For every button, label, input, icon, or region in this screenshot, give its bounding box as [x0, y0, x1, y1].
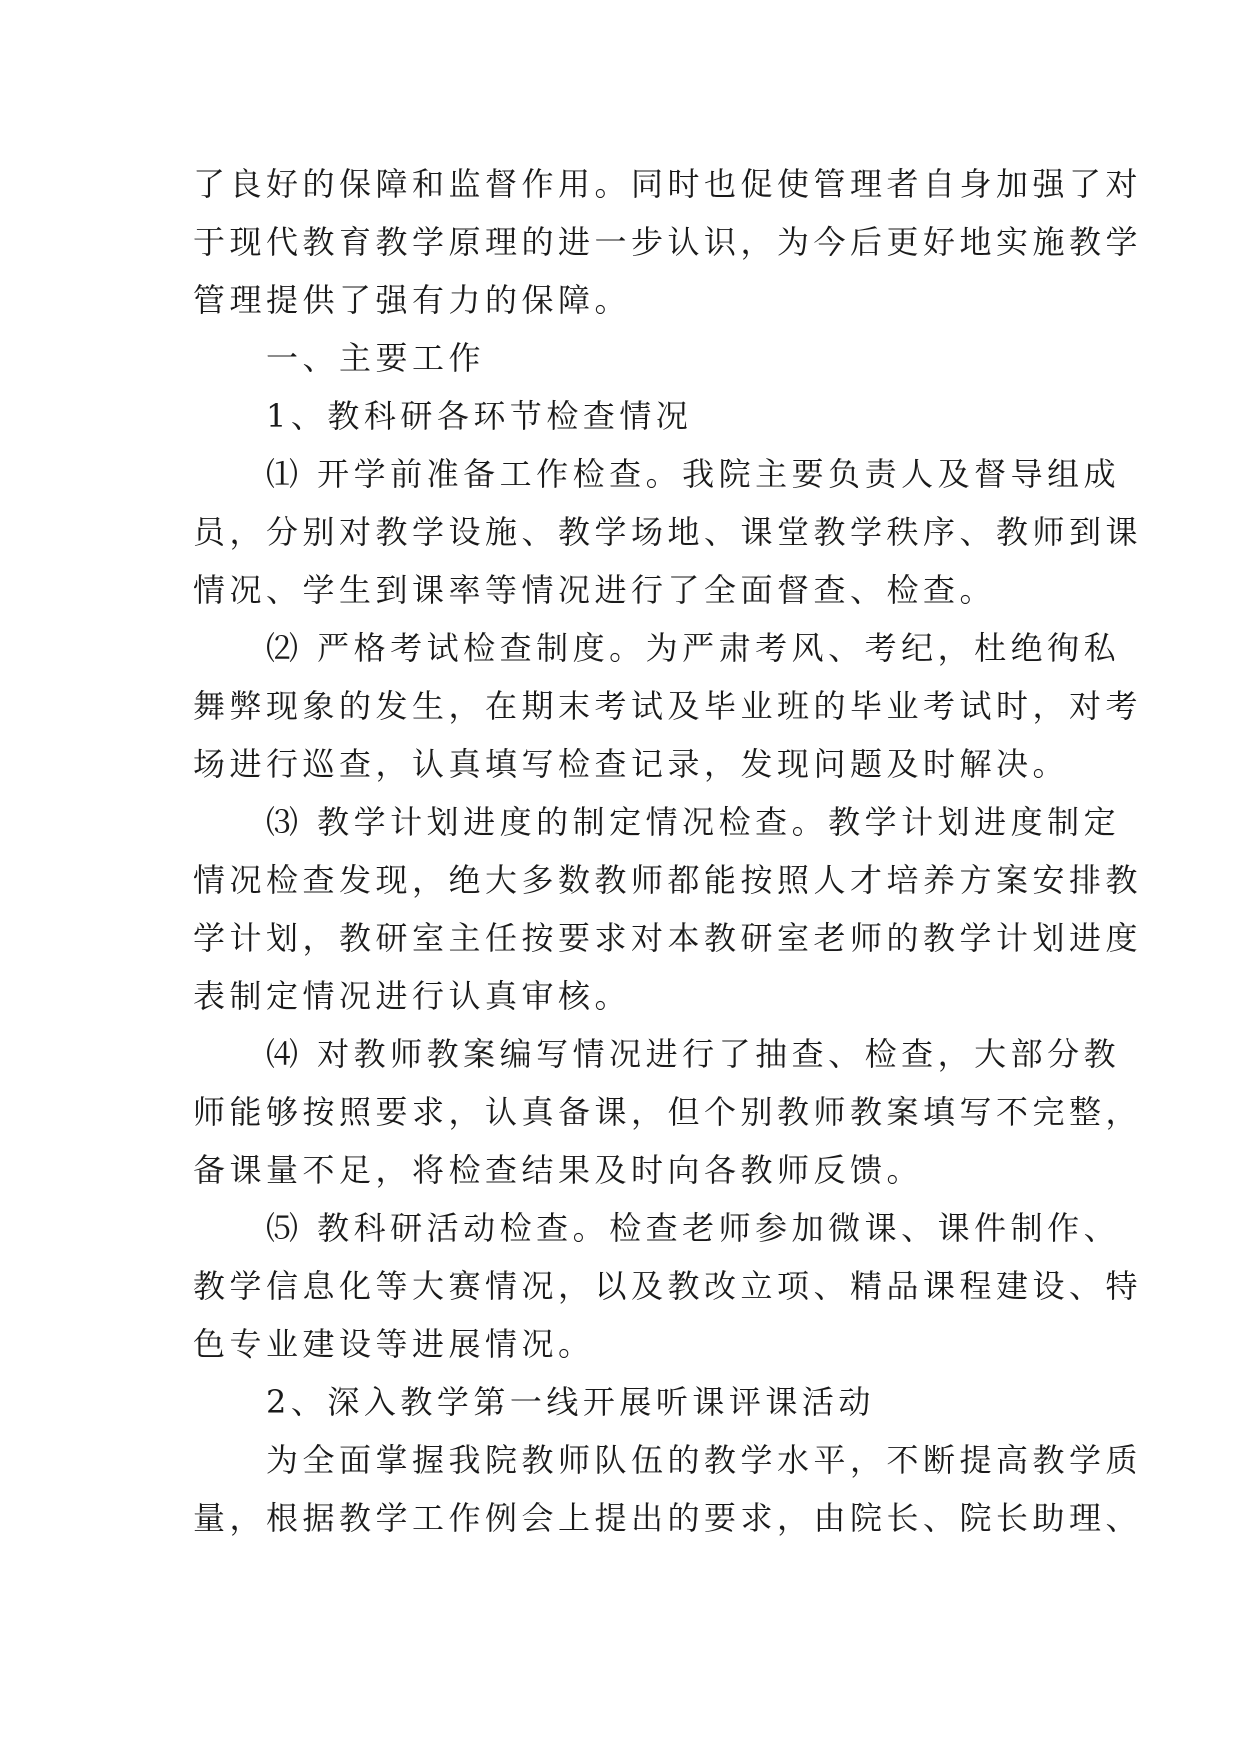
- text-line: 色专业建设等进展情况。: [193, 1325, 595, 1363]
- text-line: 备课量不足，将检查结果及时向各教师反馈。: [193, 1151, 924, 1189]
- subsection-heading: 2、深入教学第一线开展听课评课活动: [193, 1383, 875, 1421]
- text-line: 教学信息化等大赛情况，以及教改立项、精品课程建设、特: [193, 1267, 1143, 1305]
- text-line: ⑴ 开学前准备工作检查。我院主要负责人及督导组成: [193, 455, 1121, 493]
- text-line: 师能够按照要求，认真备课，但个别教师教案填写不完整，: [193, 1093, 1143, 1131]
- text-line: 量，根据教学工作例会上提出的要求，由院长、院长助理、: [193, 1499, 1143, 1537]
- section-heading: 一、主要工作: [193, 339, 486, 377]
- text-line: ⑷ 对教师教案编写情况进行了抽查、检查，大部分教: [193, 1035, 1121, 1073]
- text-line: 情况、学生到课率等情况进行了全面督查、检查。: [193, 571, 997, 609]
- text-line: 了良好的保障和监督作用。同时也促使管理者自身加强了对: [193, 165, 1143, 203]
- text-line: 于现代教育教学原理的进一步认识，为今后更好地实施教学: [193, 223, 1143, 261]
- text-line: ⑵ 严格考试检查制度。为严肃考风、考纪，杜绝徇私: [193, 629, 1121, 667]
- text-line: 情况检查发现，绝大多数教师都能按照人才培养方案安排教: [193, 861, 1143, 899]
- text-line: 学计划，教研室主任按要求对本教研室老师的教学计划进度: [193, 919, 1143, 957]
- subsection-heading: 1、教科研各环节检查情况: [193, 397, 693, 435]
- text-line: 场进行巡查，认真填写检查记录，发现问题及时解决。: [193, 745, 1070, 783]
- text-line: 员，分别对教学设施、教学场地、课堂教学秩序、教师到课: [193, 513, 1143, 551]
- text-line: ⑸ 教科研活动检查。检查老师参加微课、课件制作、: [193, 1209, 1121, 1247]
- text-line: ⑶ 教学计划进度的制定情况检查。教学计划进度制定: [193, 803, 1121, 841]
- text-line: 舞弊现象的发生，在期末考试及毕业班的毕业考试时，对考: [193, 687, 1143, 725]
- text-line: 为全面掌握我院教师队伍的教学水平，不断提高教学质: [193, 1441, 1143, 1479]
- text-line: 管理提供了强有力的保障。: [193, 281, 632, 319]
- text-line: 表制定情况进行认真审核。: [193, 977, 632, 1015]
